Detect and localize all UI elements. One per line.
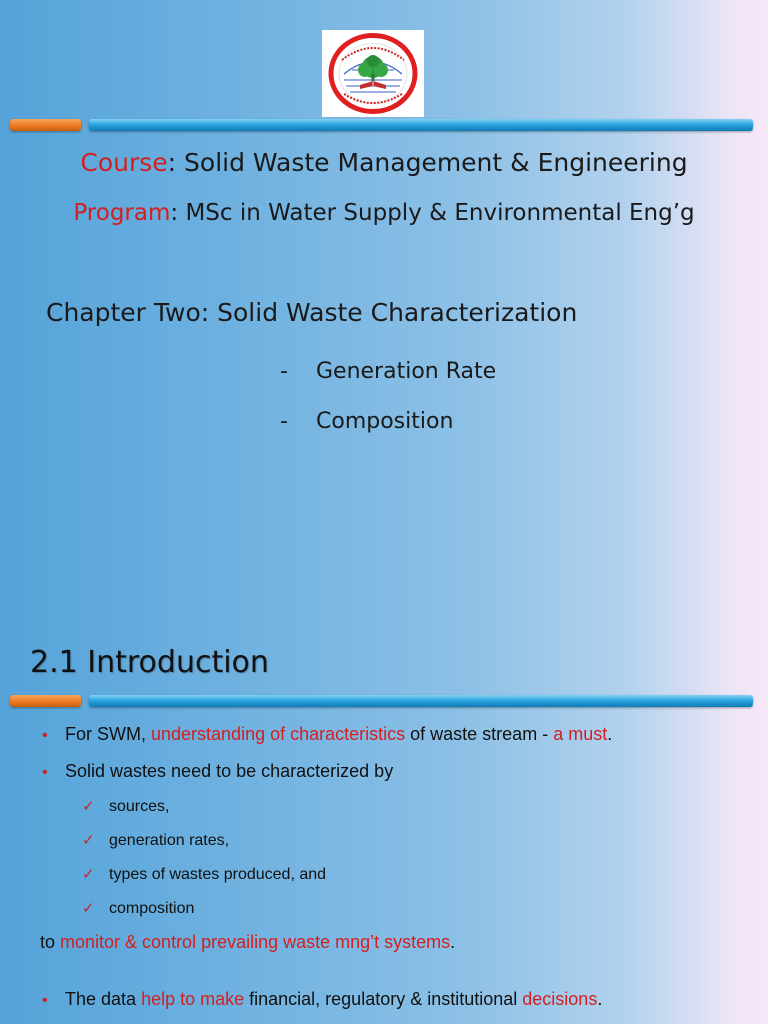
bullet-item [42, 989, 602, 1010]
course-heading [0, 148, 768, 177]
check-icon: ✓ [82, 798, 95, 815]
intro-title: 2.1 Introduction [30, 645, 269, 680]
bullet-icon: • [42, 992, 48, 1009]
check-item [82, 865, 326, 884]
highlight-text: decisions [522, 989, 598, 1009]
subtopic-label: Composition [316, 409, 454, 434]
header-bar-orange [10, 119, 81, 131]
program-title: : MSc in Water Supply & Environmental Eng’g [170, 200, 695, 226]
check-item [82, 831, 229, 850]
intro-slide [0, 512, 768, 1024]
summary-text: to [40, 932, 61, 952]
summary-line [40, 932, 455, 953]
bullet-text: The data [65, 989, 142, 1009]
highlight-text: understanding of characteristics [151, 724, 406, 744]
bullet-icon: • [42, 764, 48, 781]
course-title: : Solid Waste Management & Engineering [167, 148, 688, 177]
check-icon: ✓ [82, 832, 95, 849]
bullet-item [42, 724, 612, 745]
highlight-text: monitor & control prevailing waste mng’t systems [60, 932, 451, 952]
chapter-title: Chapter Two: Solid Waste Characterization [46, 298, 578, 327]
check-item [82, 899, 194, 918]
bullet-icon: • [42, 727, 48, 744]
header-bar-blue [89, 119, 753, 131]
course-label: Course [80, 148, 168, 177]
program-label: Program [73, 200, 171, 226]
program-heading [0, 200, 768, 226]
highlight-text: a must [553, 724, 608, 744]
bullet-text: . [607, 724, 613, 744]
check-text: types of wastes produced, and [109, 866, 327, 883]
bullet-text: For SWM, [65, 724, 151, 744]
check-icon: ✓ [82, 866, 95, 883]
dash-marker: - [280, 359, 288, 384]
check-text: composition [109, 900, 195, 917]
dash-marker: - [280, 409, 288, 434]
bullet-item [42, 761, 393, 782]
check-text: generation rates, [109, 832, 230, 849]
subtopic-label: Generation Rate [316, 359, 497, 384]
summary-text: . [450, 932, 456, 952]
check-item [82, 797, 169, 816]
header-bar-orange [10, 695, 81, 707]
bullet-text: . [597, 989, 603, 1009]
university-seal-icon [322, 30, 424, 117]
university-logo [322, 30, 424, 117]
subtopic-item [280, 409, 453, 434]
bullet-text: of waste stream - [405, 724, 554, 744]
subtopic-item [280, 359, 496, 384]
check-text: sources, [109, 798, 170, 815]
header-bar-blue [89, 695, 753, 707]
bullet-text: financial, regulatory & institutional [244, 989, 523, 1009]
bullet-text: Solid wastes need to be characterized by [65, 761, 394, 781]
highlight-text: help to make [141, 989, 245, 1009]
check-icon: ✓ [82, 900, 95, 917]
